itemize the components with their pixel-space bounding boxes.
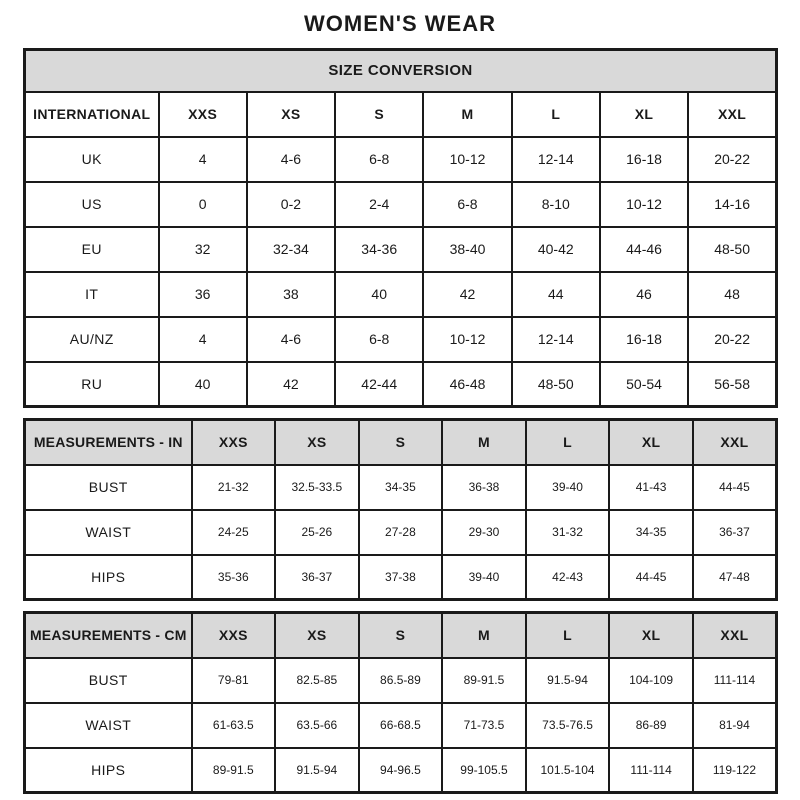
value-cell: 111-114 <box>693 658 777 703</box>
value-cell: 42 <box>247 362 335 407</box>
column-header-xs: XS <box>275 420 359 465</box>
value-cell: 50-54 <box>600 362 688 407</box>
row-label-eu: EU <box>25 227 159 272</box>
row-label-au-nz: AU/NZ <box>25 317 159 362</box>
table-row <box>25 227 777 272</box>
column-header-l: L <box>512 92 600 137</box>
row-label-hips: HIPS <box>25 748 192 793</box>
column-header-s: S <box>359 613 443 658</box>
value-cell: 25-26 <box>275 510 359 555</box>
value-cell: 16-18 <box>600 317 688 362</box>
column-header-l: L <box>526 613 610 658</box>
value-cell: 42-43 <box>526 555 610 600</box>
value-cell: 32 <box>159 227 247 272</box>
value-cell: 12-14 <box>512 137 600 182</box>
value-cell: 61-63.5 <box>192 703 276 748</box>
value-cell: 42-44 <box>335 362 423 407</box>
value-cell: 27-28 <box>359 510 443 555</box>
column-header-xl: XL <box>600 92 688 137</box>
row-label-us: US <box>25 182 159 227</box>
value-cell: 0-2 <box>247 182 335 227</box>
value-cell: 0 <box>159 182 247 227</box>
value-cell: 20-22 <box>688 137 776 182</box>
value-cell: 32.5-33.5 <box>275 465 359 510</box>
column-header-xxl: XXL <box>688 92 776 137</box>
value-cell: 31-32 <box>526 510 610 555</box>
value-cell: 10-12 <box>423 317 511 362</box>
row-label-hips: HIPS <box>25 555 192 600</box>
value-cell: 56-58 <box>688 362 776 407</box>
value-cell: 89-91.5 <box>192 748 276 793</box>
column-header-m: M <box>442 420 526 465</box>
row-label-ru: RU <box>25 362 159 407</box>
value-cell: 20-22 <box>688 317 776 362</box>
size-conversion-table <box>23 48 778 408</box>
row-label-waist: WAIST <box>25 510 192 555</box>
value-cell: 6-8 <box>335 317 423 362</box>
value-cell: 29-30 <box>442 510 526 555</box>
table-row <box>25 92 777 137</box>
value-cell: 34-35 <box>359 465 443 510</box>
value-cell: 48 <box>688 272 776 317</box>
value-cell: 46 <box>600 272 688 317</box>
value-cell: 16-18 <box>600 137 688 182</box>
value-cell: 91.5-94 <box>526 658 610 703</box>
value-cell: 44-45 <box>609 555 693 600</box>
value-cell: 10-12 <box>600 182 688 227</box>
value-cell: 48-50 <box>688 227 776 272</box>
value-cell: 40 <box>159 362 247 407</box>
page-title: WOMEN'S WEAR <box>304 11 496 36</box>
table-row <box>25 362 777 407</box>
value-cell: 34-36 <box>335 227 423 272</box>
measurements-in-table <box>23 418 778 601</box>
column-header-xs: XS <box>247 92 335 137</box>
value-cell: 44-46 <box>600 227 688 272</box>
table-row <box>25 420 777 465</box>
row-label-waist: WAIST <box>25 703 192 748</box>
value-cell: 8-10 <box>512 182 600 227</box>
value-cell: 36-37 <box>275 555 359 600</box>
value-cell: 42 <box>423 272 511 317</box>
value-cell: 21-32 <box>192 465 276 510</box>
value-cell: 119-122 <box>693 748 777 793</box>
column-header-l: L <box>526 420 610 465</box>
value-cell: 86.5-89 <box>359 658 443 703</box>
value-cell: 39-40 <box>526 465 610 510</box>
table-title: MEASUREMENTS - IN <box>25 420 192 465</box>
value-cell: 24-25 <box>192 510 276 555</box>
column-header-xxl: XXL <box>693 420 777 465</box>
value-cell: 44 <box>512 272 600 317</box>
value-cell: 38-40 <box>423 227 511 272</box>
value-cell: 73.5-76.5 <box>526 703 610 748</box>
row-label-uk: UK <box>25 137 159 182</box>
column-header-xs: XS <box>275 613 359 658</box>
value-cell: 4 <box>159 137 247 182</box>
value-cell: 36-37 <box>693 510 777 555</box>
value-cell: 86-89 <box>609 703 693 748</box>
value-cell: 35-36 <box>192 555 276 600</box>
measurements-cm-table <box>23 611 778 794</box>
value-cell: 38 <box>247 272 335 317</box>
value-cell: 12-14 <box>512 317 600 362</box>
column-header-s: S <box>335 92 423 137</box>
value-cell: 40-42 <box>512 227 600 272</box>
column-header-m: M <box>423 92 511 137</box>
value-cell: 81-94 <box>693 703 777 748</box>
value-cell: 39-40 <box>442 555 526 600</box>
value-cell: 91.5-94 <box>275 748 359 793</box>
column-header-xxs: XXS <box>192 420 276 465</box>
column-header-xl: XL <box>609 420 693 465</box>
value-cell: 104-109 <box>609 658 693 703</box>
value-cell: 36-38 <box>442 465 526 510</box>
value-cell: 6-8 <box>423 182 511 227</box>
value-cell: 46-48 <box>423 362 511 407</box>
table-row <box>25 613 777 658</box>
value-cell: 94-96.5 <box>359 748 443 793</box>
table-row <box>25 748 777 793</box>
value-cell: 82.5-85 <box>275 658 359 703</box>
column-header-m: M <box>442 613 526 658</box>
column-header-xxl: XXL <box>693 613 777 658</box>
value-cell: 89-91.5 <box>442 658 526 703</box>
row-label-bust: BUST <box>25 658 192 703</box>
column-header-international: INTERNATIONAL <box>25 92 159 137</box>
table-title: MEASUREMENTS - CM <box>25 613 192 658</box>
table-row <box>25 272 777 317</box>
table-row <box>25 658 777 703</box>
table-row <box>25 555 777 600</box>
value-cell: 44-45 <box>693 465 777 510</box>
value-cell: 36 <box>159 272 247 317</box>
table-title: SIZE CONVERSION <box>25 50 777 92</box>
value-cell: 34-35 <box>609 510 693 555</box>
table-row <box>25 510 777 555</box>
table-row <box>25 317 777 362</box>
value-cell: 2-4 <box>335 182 423 227</box>
column-header-s: S <box>359 420 443 465</box>
value-cell: 4-6 <box>247 317 335 362</box>
table-row <box>25 182 777 227</box>
value-cell: 79-81 <box>192 658 276 703</box>
row-label-bust: BUST <box>25 465 192 510</box>
value-cell: 41-43 <box>609 465 693 510</box>
value-cell: 6-8 <box>335 137 423 182</box>
value-cell: 40 <box>335 272 423 317</box>
value-cell: 99-105.5 <box>442 748 526 793</box>
value-cell: 66-68.5 <box>359 703 443 748</box>
value-cell: 14-16 <box>688 182 776 227</box>
tables-container <box>23 48 778 794</box>
column-header-xxs: XXS <box>159 92 247 137</box>
row-label-it: IT <box>25 272 159 317</box>
table-row <box>25 465 777 510</box>
value-cell: 101.5-104 <box>526 748 610 793</box>
column-header-xl: XL <box>609 613 693 658</box>
value-cell: 4 <box>159 317 247 362</box>
table-row <box>25 137 777 182</box>
value-cell: 48-50 <box>512 362 600 407</box>
table-row <box>25 703 777 748</box>
value-cell: 10-12 <box>423 137 511 182</box>
value-cell: 111-114 <box>609 748 693 793</box>
column-header-xxs: XXS <box>192 613 276 658</box>
value-cell: 37-38 <box>359 555 443 600</box>
value-cell: 47-48 <box>693 555 777 600</box>
value-cell: 4-6 <box>247 137 335 182</box>
value-cell: 32-34 <box>247 227 335 272</box>
table-row <box>25 50 777 92</box>
value-cell: 71-73.5 <box>442 703 526 748</box>
value-cell: 63.5-66 <box>275 703 359 748</box>
